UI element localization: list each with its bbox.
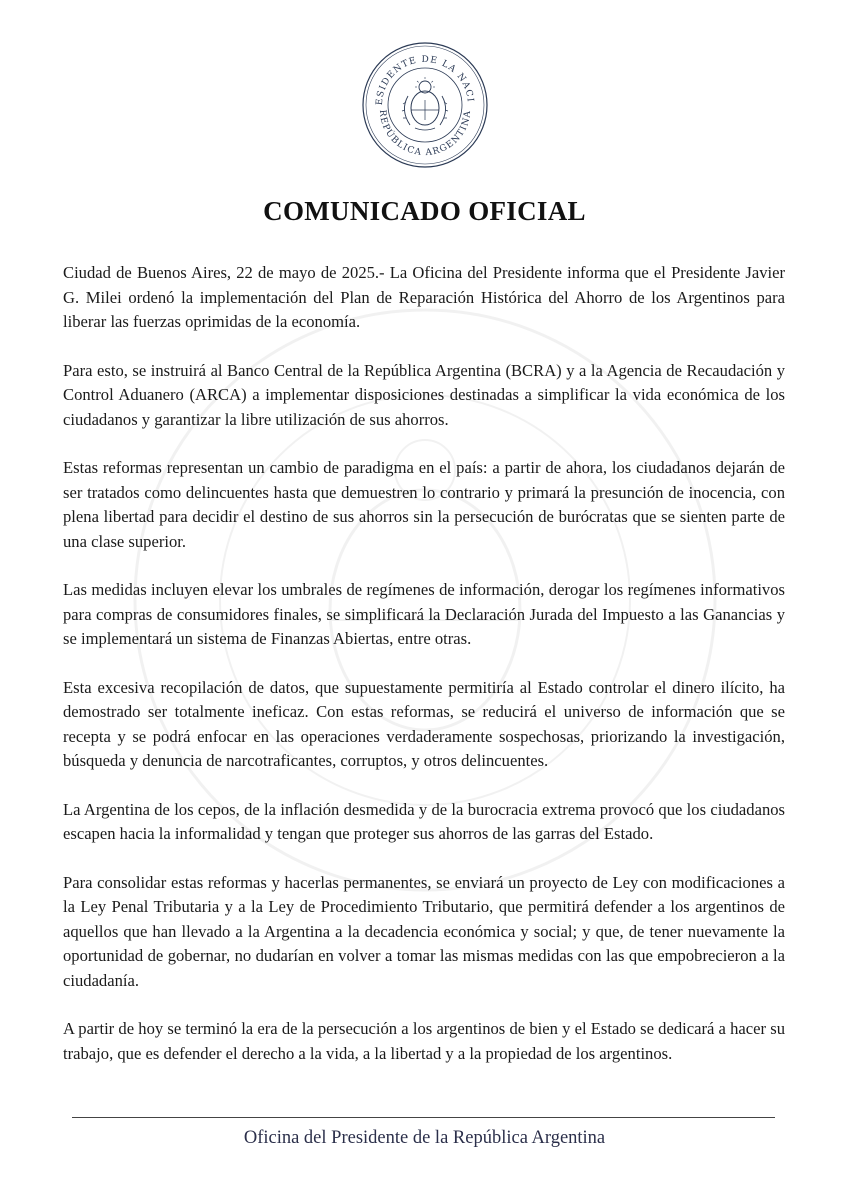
paragraph: La Argentina de los cepos, de la inflación desmedida y de la burocracia extrema provocó que los ciudadanos escapen hacia la informalidad y tengan que proteger sus ahorros de las garras del Estado. <box>63 799 785 843</box>
footer-divider <box>72 1117 775 1118</box>
paragraph: Para consolidar estas reformas y hacerlas permanentes, se enviará un proyecto de Ley con modificaciones a la Ley Penal Tributaria y a la Ley de Procedimiento Tributario, que permitirá defender a los argentinos de aquellos que han llevado a la Argentina a la decadencia económica y social; y que, de tener nuevamente la oportunidad de gobernar, no dudarían en volver a tomar las mismas medidas con las que empobrecieron a la ciudadanía. <box>63 872 785 990</box>
seal-emblem-icon <box>360 40 490 170</box>
page-title: COMUNICADO OFICIAL <box>263 196 586 226</box>
seal-top-text: ESIDENTE DE LA NACI <box>374 54 475 106</box>
seal-bottom-text: REPÚBLICA ARGENTINA <box>376 109 474 159</box>
communique-body <box>63 261 785 1090</box>
paragraph: Las medidas incluyen elevar los umbrales de regímenes de información, derogar los regímenes informativos para compras de consumidores finales, se simplificará la Declaración Jurada del Impuesto a las Ganancias y se implementará un sistema de Finanzas Abiertas, entre otras. <box>63 580 785 648</box>
paragraph: Estas reformas representan un cambio de paradigma en el país: a partir de ahora, los ciudadanos dejarán de ser tratados como delincuentes hasta que demuestren lo contrario y primará la presunción de inocencia, con plena libertad para decidir el destino de sus ahorros sin la persecución de burócratas que se sienten parte de una clase superior. <box>63 458 785 551</box>
presidential-seal <box>360 40 490 170</box>
paragraph: Para esto, se instruirá al Banco Central de la República Argentina (BCRA) y a la Agencia de Recaudación y Control Aduanero (ARCA) a implementar disposiciones destinadas a simplificar la vida económica de los ciudadanos y garantizar la libre utilización de sus ahorros. <box>63 360 785 429</box>
footer-office: Oficina del Presidente de la República Argentina <box>243 1128 606 1148</box>
svg-text:PRESIDENTE DE LA NACIÓN <box>360 40 475 106</box>
paragraph: A partir de hoy se terminó la era de la persecución a los argentinos de bien y el Estado se dedicará a hacer su trabajo, que es defender el derecho a la vida, a la libertad y a la propiedad de los argentinos. <box>63 1019 785 1063</box>
paragraph: Esta excesiva recopilación de datos, que supuestamente permitiría al Estado controlar el dinero ilícito, ha demostrado ser totalmente ineficaz. Con estas reformas, se reducirá el universo de información que se recepta y se podrá enfocar en las operaciones verdaderamente sospechosas, priorizando la investigación, búsqueda y denuncia de narcotraficantes, corruptos, y otros delincuentes. <box>63 677 785 770</box>
paragraph: Ciudad de Buenos Aires, 22 de mayo de 2025.- La Oficina del Presidente informa que el Presidente Javier G. Milei ordenó la implementación del Plan de Reparación Histórica del Ahorro de los Argentinos para liberar las fuerzas oprimidas de la economía. <box>63 263 785 331</box>
